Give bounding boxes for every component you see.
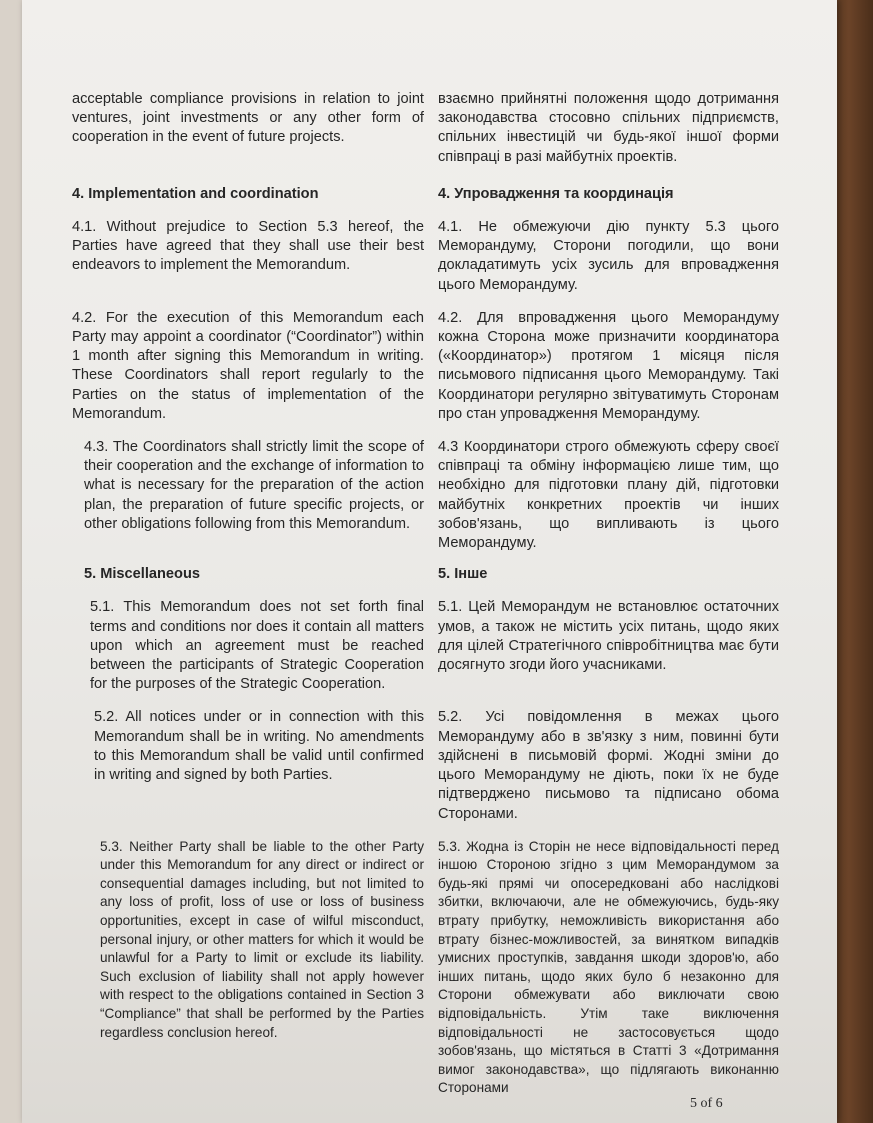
ukrainian-paragraph: 4.2. Для впровадження цього Меморандуму кожна Сторона може призначити координатора («Координатор») протягом 1 місяця після письмового підписання цього Меморандуму. Такі Координатори регулярно звітуватимуть Сторонам про стан упровадження Меморандуму. — [438, 309, 779, 422]
ukrainian-heading: 5. Інше — [438, 566, 488, 583]
page-number: 5 of 6 — [690, 1096, 723, 1111]
section-row-intro — [72, 90, 787, 167]
desk-edge — [833, 0, 873, 1123]
clause-4-1 — [72, 218, 787, 295]
ukrainian-paragraph: 4.1. Не обмежуючи дію пункту 5.3 цього Меморандуму, Сторони погодили, що вони докладатимуть усіх зусиль для впровадження цього Меморандуму. — [438, 219, 779, 293]
english-paragraph: 5.3. Neither Party shall be liable to the other Party under this Memorandum for any direct or indirect or consequential damages including, but not limited to any loss of profit, loss of use or loss of business opportunities, except in case of wilful misconduct, personal injury, or other matters for which it would be unlawful for a Party to limit or exclude its liability. Such exclusion of liability shall not apply however with respect to the obligations contained in Section 3 “Compliance” that shall be performed by the Parties regardless conclusion hereof. — [100, 838, 424, 1040]
english-paragraph: acceptable compliance provisions in relation to joint ventures, joint investments or any other form of cooperation in the event of future projects. — [72, 91, 424, 146]
english-heading: 5. Miscellaneous — [84, 566, 200, 583]
ukrainian-paragraph: 5.2. Усі повідомлення в межах цього Меморандуму або в зв'язку з ним, повинні бути здійснені в письмовій формі. Жодні зміни до цього Меморандуму не діють, поки їх не буде підтверджено письмово та підписано обома Сторонами. — [438, 709, 779, 822]
memorandum-body — [72, 90, 787, 1098]
english-paragraph: 5.2. All notices under or in connection with this Memorandum shall be in writing. No amendments to this Memorandum shall be valid until confirmed in writing and signed by both Parties. — [94, 709, 424, 784]
english-paragraph: 4.2. For the execution of this Memorandum each Party may appoint a coordinator (“Coordinator”) within 1 month after signing this Memorandum in writing. These Coordinators shall report regularly to the Parties on the status of implementation of the Memorandum. — [72, 309, 424, 422]
ukrainian-paragraph: 5.3. Жодна із Сторін не несе відповідальності перед іншою Стороною згідно з цим Меморандумом за будь-які прямі чи опосередковані або наслідкові збитки, включаючи, але не обмежуючись, будь-яку втрату прибутку, неможливість використання або втрату бізнес-можливостей, за винятком випадків умисних проступків, завдання шкоди здоров'ю, або інших питань, щодо яких було б незаконно для Сторони обмежувати або виключати свою відповідальність. Утім таке виключення відповідальності не застосовується щодо зобов'язань, що містяться в Статті 3 «Дотримання вимог законодавства», що підлягають виконанню Сторонами — [438, 838, 779, 1096]
clause-5-1 — [72, 598, 787, 694]
english-paragraph: 4.3. The Coordinators shall strictly limit the scope of their cooperation and the exchange of information to what is necessary for the preparation of the action plan, the preparation of future specific projects, or other obligations following from this Memorandum. — [84, 439, 424, 532]
clause-4-3 — [72, 438, 787, 553]
ukrainian-paragraph: 4.3 Координатори строго обмежують сферу своєї співпраці та обміну інформацією лише тим, що необхідно для підготовки плану дій, підготовки майбутніх конкретних проектів чи інших зобов'язань, що випливають із цього Меморандуму. — [438, 439, 779, 552]
clause-4-2 — [72, 309, 787, 424]
section-heading-5 — [72, 565, 787, 584]
ukrainian-paragraph: взаємно прийнятні положення щодо дотримання законодавства стосовно спільних підприємств, спільних інвестицій чи будь-якої іншої форми співпраці в разі майбутніх проектів. — [438, 91, 779, 165]
clause-5-3 — [72, 838, 787, 1098]
ukrainian-paragraph: 5.1. Цей Меморандум не встановлює остаточних умов, а також не містить усіх питань, щодо яких для цілей Стратегічного співробітництва має бути досягнуто згоди його учасниками. — [438, 599, 779, 674]
english-paragraph: 5.1. This Memorandum does not set forth final terms and conditions nor does it contain all matters upon which an agreement must be reached between the participants of Strategic Cooperation for the purposes of the Strategic Cooperation. — [90, 599, 424, 693]
english-paragraph: 4.1. Without prejudice to Section 5.3 hereof, the Parties have agreed that they shall use their best endeavors to implement the Memorandum. — [72, 219, 424, 274]
section-heading-4 — [72, 185, 787, 204]
ukrainian-heading: 4. Упровадження та координація — [438, 185, 674, 202]
clause-5-2 — [72, 708, 787, 823]
english-heading: 4. Implementation and coordination — [72, 185, 319, 202]
